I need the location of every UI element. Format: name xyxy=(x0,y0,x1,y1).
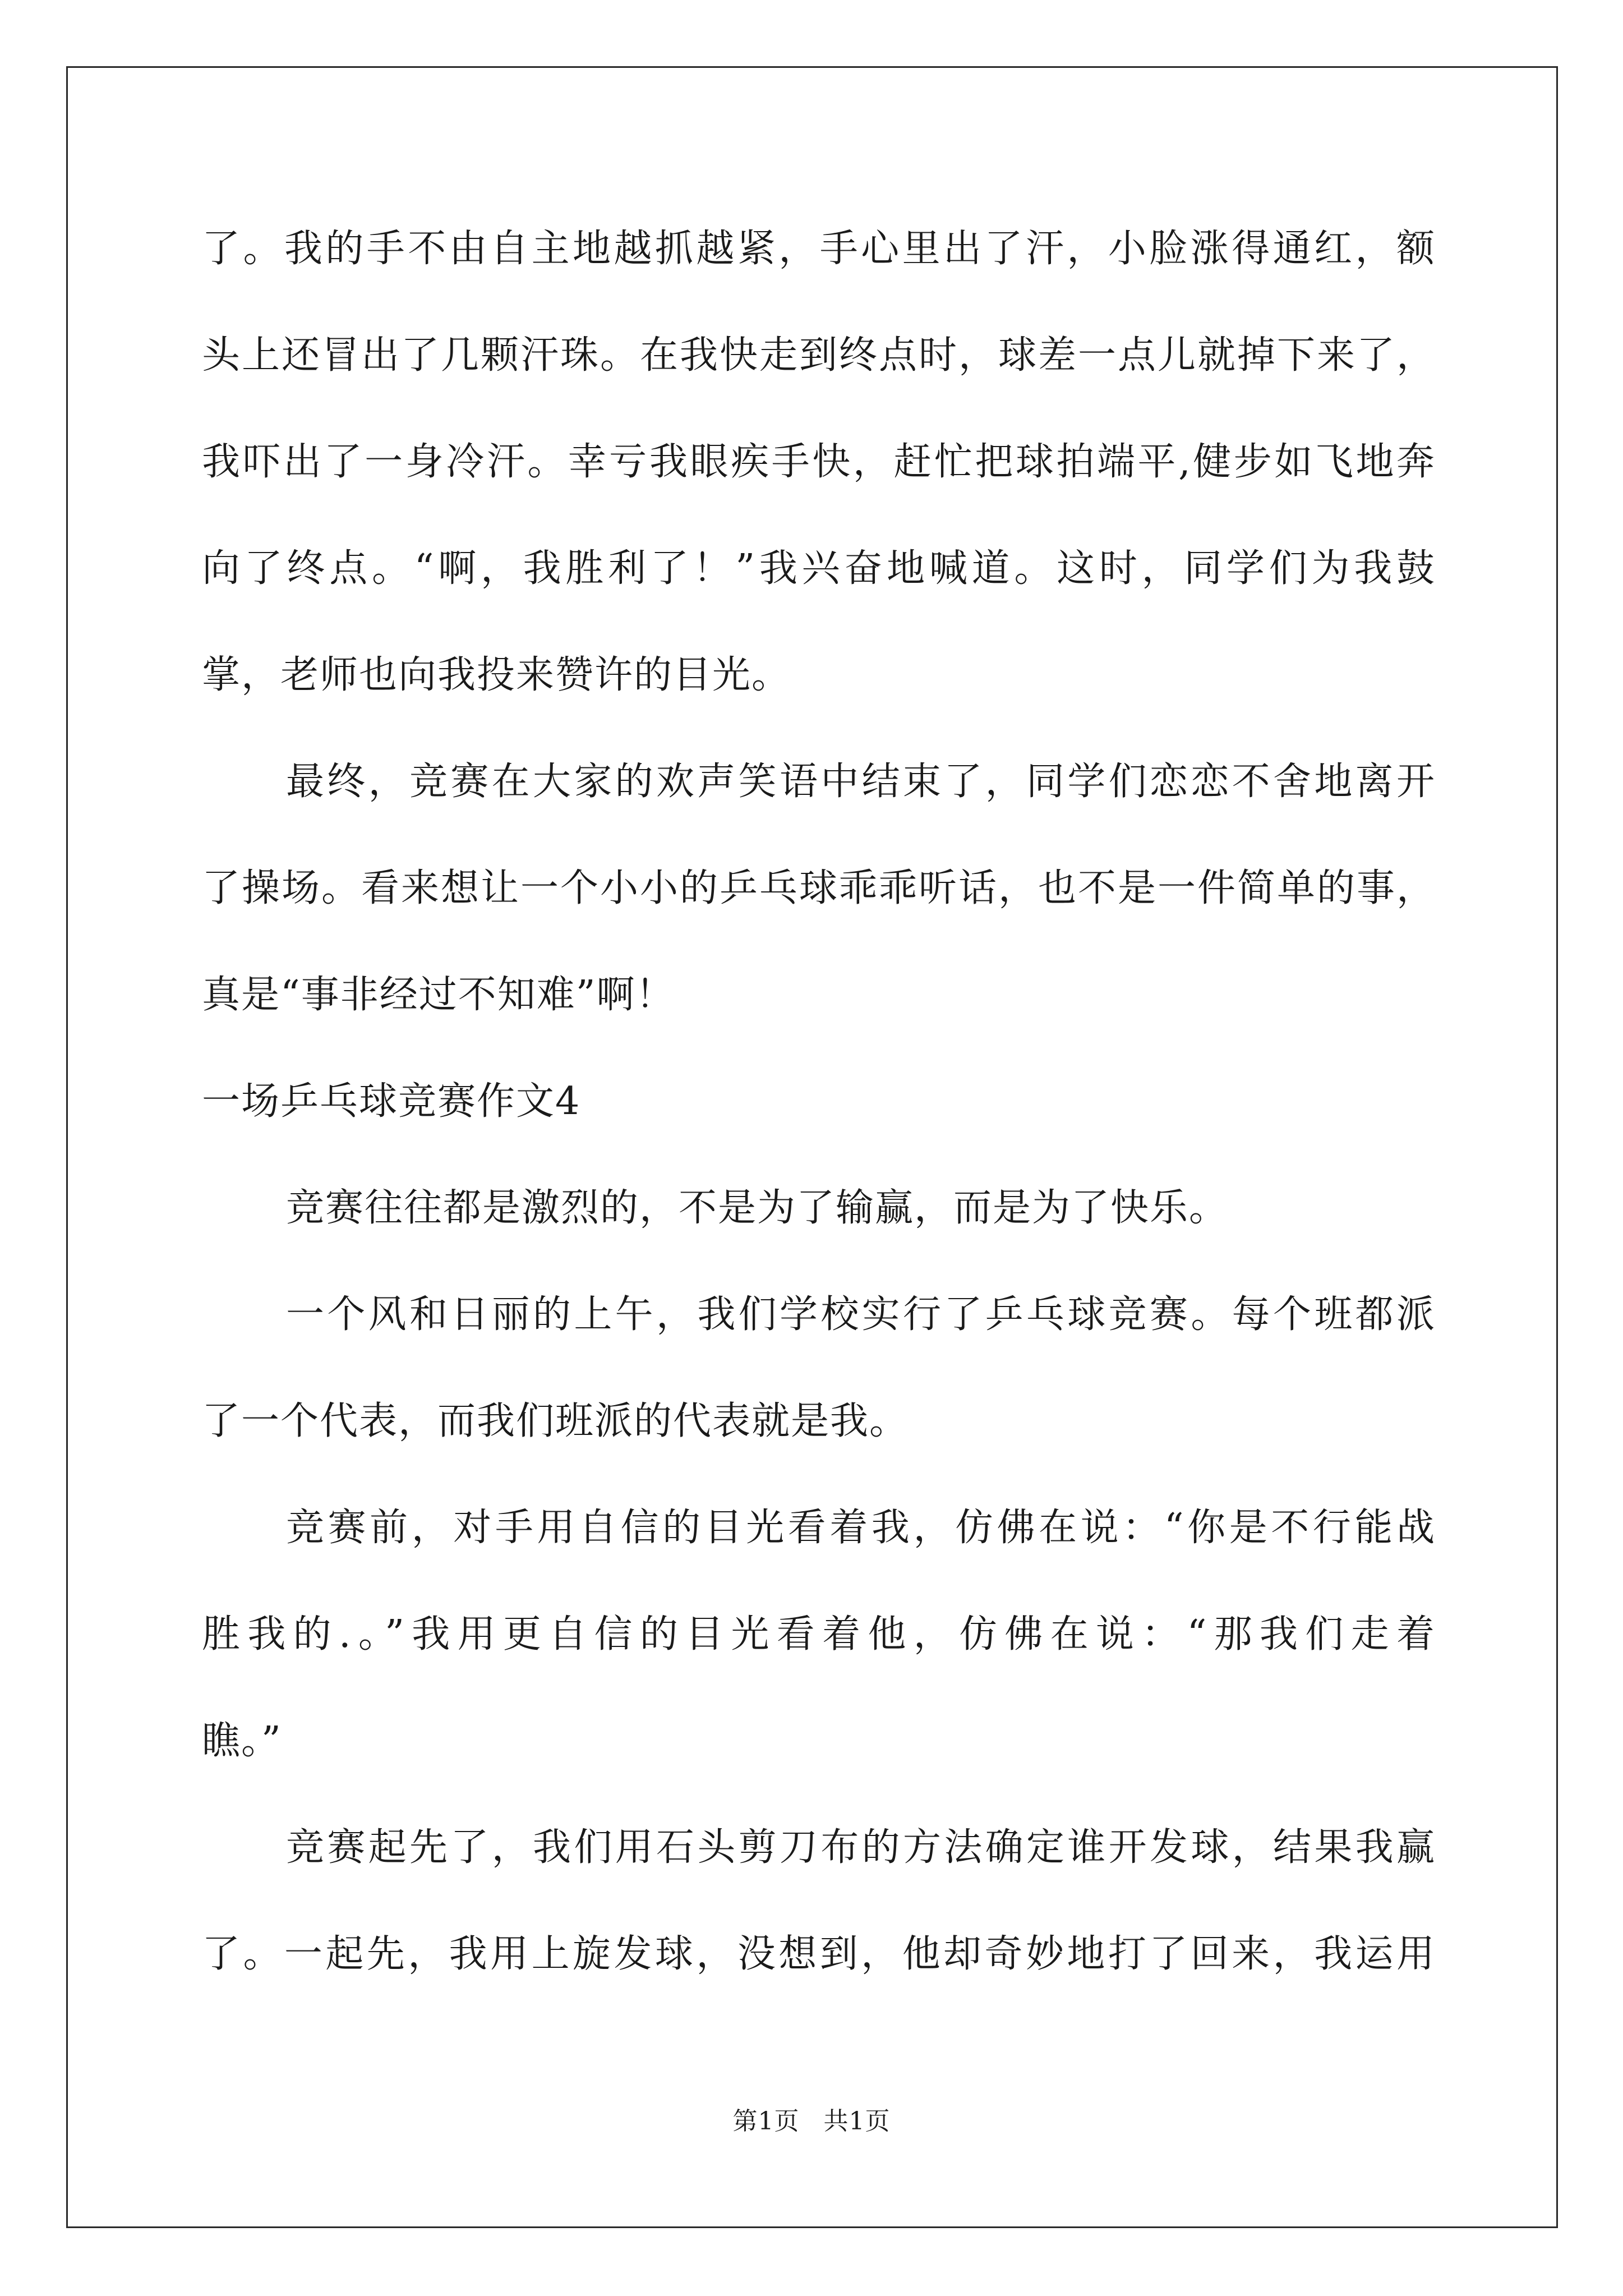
paragraph-line: 了。我的手不由自主地越抓越紧，手心里出了汗，小脸涨得通红，额 xyxy=(202,227,1436,271)
section-heading: 一场乒乓球竞赛作文4 xyxy=(202,1079,581,1124)
paragraph-line: 我吓出了一身冷汗。幸亏我眼疾手快，赶忙把球拍端平,健步如飞地奔 xyxy=(202,440,1436,484)
paragraph-line: 竞赛前，对手用自信的目光看着我，仿佛在说：“你是不行能战 xyxy=(286,1506,1436,1550)
paragraph-line: 竞赛往往都是激烈的，不是为了输赢，而是为了快乐。 xyxy=(286,1186,1229,1230)
paragraph-line: 瞧。” xyxy=(202,1719,282,1763)
paragraph-line: 了一个代表，而我们班派的代表就是我。 xyxy=(202,1399,909,1443)
paragraph-line: 最终，竞赛在大家的欢声笑语中结束了，同学们恋恋不舍地离开 xyxy=(286,760,1436,804)
paragraph-line: 竞赛起先了，我们用石头剪刀布的方法确定谁开发球，结果我赢 xyxy=(286,1825,1436,1870)
paragraph-line: 了操场。看来想让一个小小的乒乓球乖乖听话，也不是一件简单的事， xyxy=(202,866,1436,910)
paragraph-line: 向了终点。“啊，我胜利了！”我兴奋地喊道。这时，同学们为我鼓 xyxy=(202,546,1436,591)
paragraph-line: 掌，老师也向我投来赞许的目光。 xyxy=(202,653,791,697)
page-border xyxy=(66,66,1558,2228)
paragraph-line: 了。一起先，我用上旋发球，没想到，他却奇妙地打了回来，我运用 xyxy=(202,1932,1436,1976)
page-number: 第1页 xyxy=(732,2107,800,2136)
page-total: 共1页 xyxy=(823,2107,891,2136)
paragraph-line: 头上还冒出了几颗汗珠。在我快走到终点时，球差一点儿就掉下来了， xyxy=(202,333,1436,378)
paragraph-line: 真是“事非经过不知难”啊！ xyxy=(202,973,675,1017)
page-footer xyxy=(0,2101,1623,2137)
paragraph-line: 一个风和日丽的上午，我们学校实行了乒乓球竞赛。每个班都派 xyxy=(286,1292,1436,1337)
paragraph-line: 胜我的.。”我用更自信的目光看着他，仿佛在说：“那我们走着 xyxy=(202,1612,1436,1657)
